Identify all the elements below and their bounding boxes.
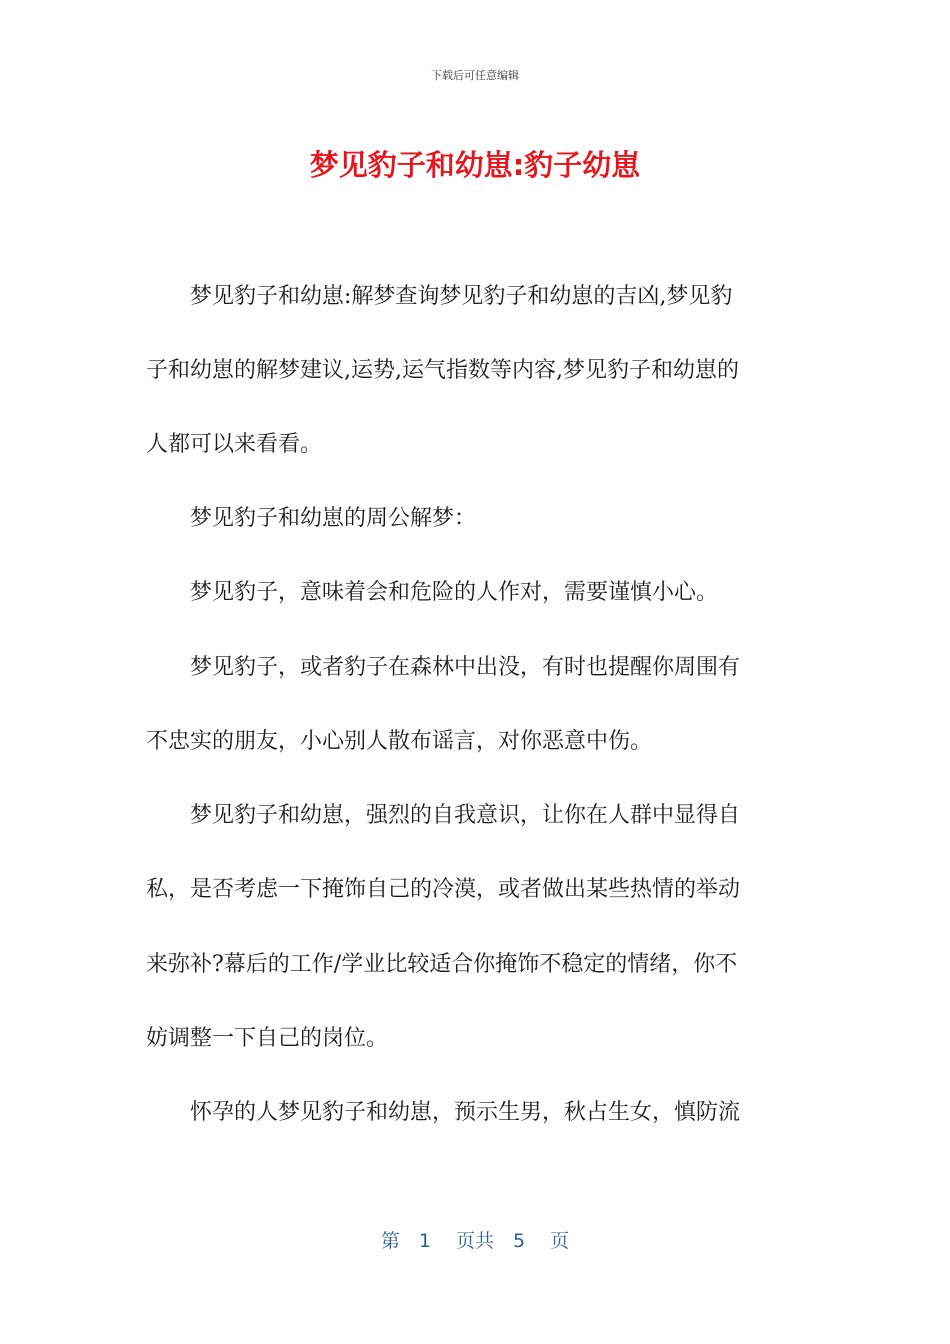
body-line: 怀孕的人梦见豹子和幼崽，预示生男，秋占生女，慎防流 (146, 1100, 741, 1125)
body-line: 私，是否考虑一下掩饰自己的冷漠，或者做出某些热情的举动 (146, 877, 741, 902)
body-line: 梦见豹子和幼崽:解梦查询梦见豹子和幼崽的吉凶,梦见豹 (146, 284, 733, 309)
header-note: 下载后可任意编辑 (431, 69, 519, 82)
body-line: 梦见豹子，意味着会和危险的人作对，需要谨慎小心。 (146, 580, 719, 605)
body-line: 子和幼崽的解梦建议,运势,运气指数等内容,梦见豹子和幼崽的 (146, 358, 739, 383)
body-line: 梦见豹子和幼崽，强烈的自我意识，让你在人群中显得自 (146, 803, 741, 828)
document-title: 梦见豹子和幼崽:豹子幼崽 (309, 148, 641, 182)
body-line: 妨调整一下自己的岗位。 (146, 1026, 389, 1051)
body-line: 人都可以来看看。 (146, 432, 323, 457)
body-line: 来弥补?幕后的工作/学业比较适合你掩饰不稳定的情绪，你不 (146, 952, 738, 977)
page-number-footer: 第 1 页共 5 页 (380, 1230, 570, 1252)
body-line: 梦见豹子和幼崽的周公解梦： (146, 506, 477, 531)
body-line: 不忠实的朋友，小心别人散布谣言，对你恶意中伤。 (146, 729, 653, 754)
body-line: 梦见豹子，或者豹子在森林中出没，有时也提醒你周围有 (146, 655, 741, 680)
